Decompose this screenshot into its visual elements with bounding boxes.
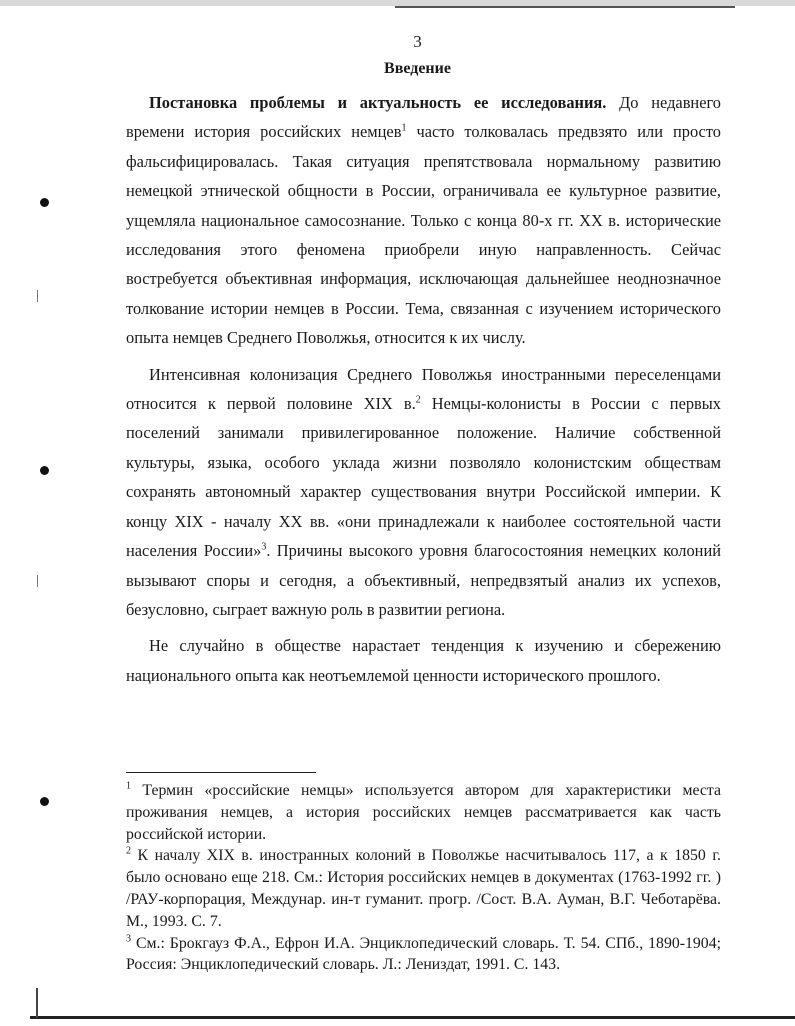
- scan-top-line: [395, 6, 735, 8]
- punch-hole-icon: [40, 466, 49, 475]
- margin-tick: [37, 575, 38, 587]
- footnote-mark: 2: [126, 846, 131, 858]
- page-number: 3: [413, 32, 422, 51]
- footnote-ref[interactable]: 1: [401, 122, 407, 134]
- punch-hole-icon: [40, 797, 49, 806]
- footnote-1: [126, 780, 721, 845]
- footnote-text: К началу XIX в. иностранных колоний в Поволжье насчитывалось 117, а к 1850 г. было основано еще 218. См.: История российских немцев в документах (1763-1992 гг. ) /РАУ-корпорация, Междунар. ин-т гуманит. прогр. /Сост. В.А. Ауман, В.Г. Чеботарёва. М., 1993. С. 7.: [126, 847, 721, 930]
- scan-bottom-line: [30, 1016, 795, 1019]
- paragraph-text: Не случайно в обществе нарастает тенденция к изучению и сбережению национального опыта как неотъемлемой ценности исторического прошлого.: [126, 636, 721, 685]
- scan-left-line: [36, 988, 38, 1018]
- paragraph-text: часто толковалась предвзято или просто фальсифицировалась. Такая ситуация препятствовала нормальному развитию немецкой этнической общности в России, ограничивала ее культурное развитие, ущемляла национальное самосознание. Только с конца 80-х гг. XX в. исторические исследования этого феномена приобрели иную направленность. Сейчас востребуется объективная информация, исключающая дальнейшее неоднозначное толкование истории немцев в России. Тема, связанная с изучением исторического опыта немцев Среднего Поволжья, относится к их числу.: [126, 122, 721, 348]
- footnotes: [126, 780, 721, 976]
- paragraph-text: Интенсивная колонизация Среднего Поволжья иностранными переселенцами относится к первой половине XIX в.: [126, 364, 721, 414]
- paragraph-3: [126, 631, 721, 690]
- main-text: [126, 88, 721, 697]
- section-heading: Введение: [384, 60, 451, 77]
- footnote-3: [126, 933, 721, 977]
- footnote-mark: 3: [126, 933, 131, 945]
- footnote-text: Термин «российские немцы» используется автором для характеристики места проживания немцев, а история российских немцев рассматривается как часть российской истории.: [126, 782, 721, 843]
- paragraph-1: [126, 88, 721, 353]
- punch-hole-icon: [40, 198, 49, 207]
- paragraph-text: До недавнего времени история российских немцев: [126, 93, 721, 142]
- footnote-ref[interactable]: 3: [261, 541, 267, 553]
- footnote-text: См.: Брокгауз Ф.А., Ефрон И.А. Энциклопедический словарь. Т. 54. СПб., 1890-1904; Россия: Энциклопедический словарь. Л.: Лениздат, 1991. С. 143.: [126, 934, 721, 974]
- footnote-ref[interactable]: 2: [415, 394, 421, 406]
- footnote-2: [126, 845, 721, 932]
- footnote-mark: 1: [126, 780, 131, 792]
- paragraph-2: [126, 360, 721, 625]
- paragraph-lead: Постановка проблемы и актуальность ее исследования.: [149, 93, 607, 112]
- margin-tick: [37, 290, 38, 302]
- paragraph-text: Немцы-колонисты в России с первых поселений занимали привилегированное положение. Наличие собственной культуры, языка, особого уклада жизни позволяло колонистским обществам сохранять автономный характер существования внутри Российской империи. К концу XIX - началу XX вв. «они принадлежали к наиболее состоятельной части населения России»: [126, 394, 721, 561]
- paragraph-text: . Причины высокого уровня благосостояния немецких колоний вызывают споры и сегодня, а объективный, непредвзятый анализ их успехов, безусловно, сыграет важную роль в развитии региона.: [126, 541, 722, 619]
- footnote-divider: [126, 772, 316, 773]
